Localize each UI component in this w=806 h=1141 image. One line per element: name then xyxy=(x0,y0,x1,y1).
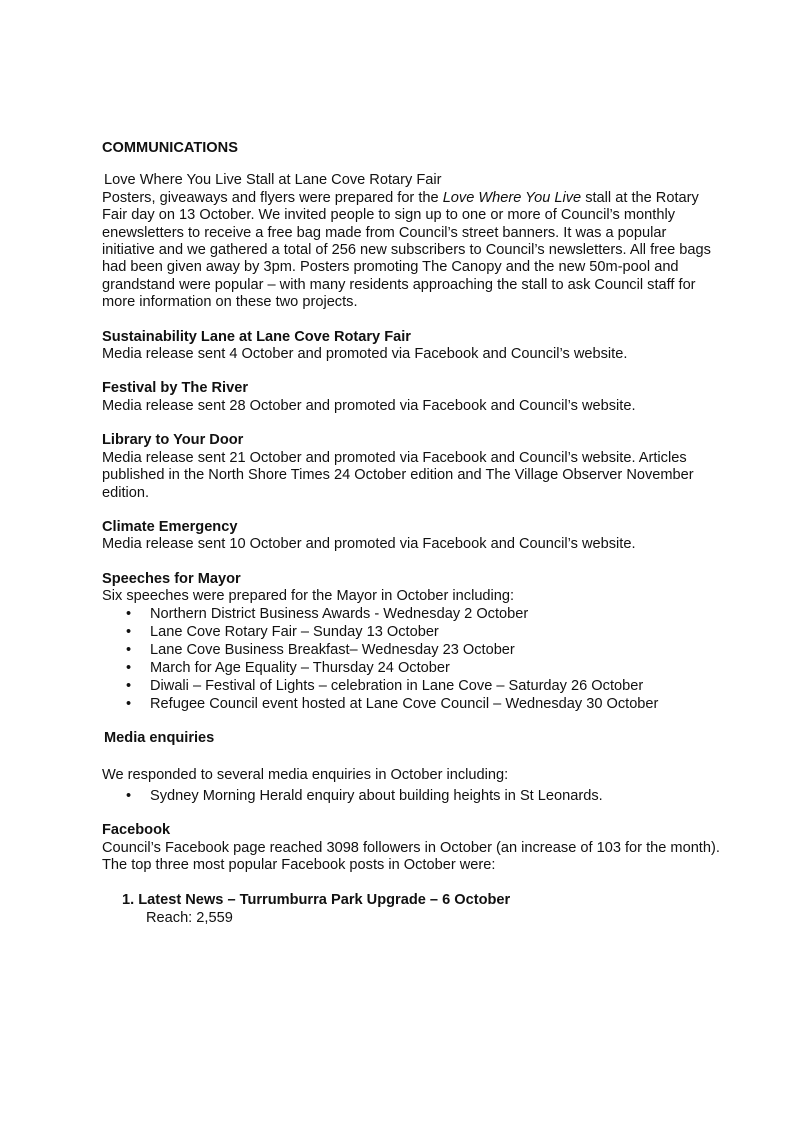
list-item xyxy=(126,696,722,713)
section-heading: Library to Your Door xyxy=(102,432,244,449)
list-item xyxy=(126,660,722,677)
stall-body-before: Posters, giveaways and flyers were prepared for the xyxy=(102,189,443,206)
bullet-icon: • xyxy=(126,695,132,712)
list-item-text: Northern District Business Awards - Wednesday 2 October xyxy=(150,605,529,622)
section-heading: Festival by The River xyxy=(102,380,248,397)
section-media-enquiries xyxy=(102,730,722,805)
bullet-icon: • xyxy=(126,659,132,676)
section-text: Media release sent 10 October and promoted via Facebook and Council’s website. xyxy=(102,536,636,553)
section-speeches-for-mayor xyxy=(102,571,722,713)
section-heading: Climate Emergency xyxy=(102,518,238,535)
stall-title: Love Where You Live Stall at Lane Cove Rotary Fair xyxy=(104,172,442,189)
section-festival-by-the-river xyxy=(102,380,722,415)
facebook-post-title: 1. Latest News – Turrumburra Park Upgrade – 6 October xyxy=(122,892,511,909)
stall-body xyxy=(102,190,722,312)
section-climate-emergency xyxy=(102,519,722,554)
document-page xyxy=(102,140,722,927)
bullet-icon: • xyxy=(126,641,132,658)
section-heading: Media enquiries xyxy=(104,729,215,746)
list-item-text: March for Age Equality – Thursday 24 October xyxy=(150,659,450,676)
page-title: COMMUNICATIONS xyxy=(102,140,238,156)
section-heading: Facebook xyxy=(102,822,171,839)
section-text: We responded to several media enquiries in October including: xyxy=(102,767,509,784)
section-text: Six speeches were prepared for the Mayor in October including: xyxy=(102,588,515,605)
section-facebook xyxy=(102,822,722,927)
facebook-post xyxy=(122,892,722,927)
list-item xyxy=(126,642,722,659)
list-item xyxy=(126,678,722,695)
bullet-icon: • xyxy=(126,605,132,622)
list-item xyxy=(126,788,722,805)
bullet-icon: • xyxy=(126,787,132,804)
list-item-text: Lane Cove Rotary Fair – Sunday 13 October xyxy=(150,623,439,640)
section-library-to-your-door xyxy=(102,432,722,502)
list-item-text: Lane Cove Business Breakfast– Wednesday 23 October xyxy=(150,641,515,658)
section-heading: Sustainability Lane at Lane Cove Rotary Fair xyxy=(102,328,411,345)
section-text: Media release sent 4 October and promoted via Facebook and Council’s website. xyxy=(102,346,628,363)
section-text: Council’s Facebook page reached 3098 followers in October (an increase of 103 for the month). The top three most popular Facebook posts in October were: xyxy=(102,839,720,873)
section-text: Media release sent 21 October and promoted via Facebook and Council’s website. Articles published in the North Shore Times 24 October edition and The Village Observer November edition. xyxy=(102,449,694,501)
stall-body-after: stall at the Rotary Fair day on 13 October. We invited people to sign up to one or more of Council’s monthly enewsletters to receive a free bag made from Council’s street banners. It was a popular initiative and we gathered a total of 256 new subscribers to Council’s newsletters. All free bags had been given away by 3pm. Posters promoting The Canopy and the new 50m-pool and grandstand were popular – with many residents approaching the stall to ask Council staff for more information on these two projects. xyxy=(102,189,711,311)
bullet-icon: • xyxy=(126,623,132,640)
media-list xyxy=(102,788,722,805)
section-text: Media release sent 28 October and promoted via Facebook and Council’s website. xyxy=(102,397,636,414)
list-item xyxy=(126,606,722,623)
facebook-post-reach: Reach: 2,559 xyxy=(146,909,233,926)
list-item-text: Refugee Council event hosted at Lane Cove Council – Wednesday 30 October xyxy=(150,695,659,712)
speeches-list xyxy=(102,606,722,713)
bullet-icon: • xyxy=(126,677,132,694)
stall-body-italic: Love Where You Live xyxy=(442,189,582,206)
list-item-text: Diwali – Festival of Lights – celebration in Lane Cove – Saturday 26 October xyxy=(150,677,644,694)
section-heading: Speeches for Mayor xyxy=(102,570,241,587)
list-item xyxy=(126,624,722,641)
section-sustainability-lane xyxy=(102,329,722,364)
list-item-text: Sydney Morning Herald enquiry about building heights in St Leonards. xyxy=(150,787,603,804)
